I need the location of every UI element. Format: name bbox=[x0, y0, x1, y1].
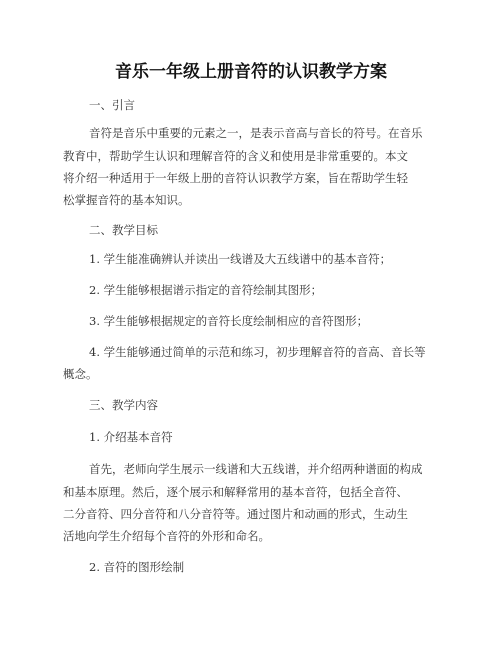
content-paragraph-line: 和基本原理。然后，逐个展示和解释常用的基本音符，包括全音符、 bbox=[63, 485, 408, 499]
goal-item: 4. 学生能够通过简单的示范和练习，初步理解音符的音高、音长等 bbox=[89, 345, 426, 359]
section-heading-goals: 二、教学目标 bbox=[89, 223, 158, 237]
content-paragraph-line: 首先，老师向学生展示一线谱和大五线谱，并介绍两种谱面的构成 bbox=[89, 462, 423, 476]
goal-item: 2. 学生能够根据谱示指定的音符绘制其图形； bbox=[89, 283, 323, 297]
intro-paragraph-line: 松掌握音符的基本知识。 bbox=[63, 193, 190, 207]
content-paragraph-line: 二分音符、四分音符和八分音符等。通过图片和动画的形式，生动生 bbox=[63, 507, 408, 521]
section-heading-content: 三、教学内容 bbox=[89, 398, 158, 412]
content-item-basic-notes: 1. 介绍基本音符 bbox=[89, 430, 173, 444]
goal-item: 3. 学生能够根据规定的音符长度绘制相应的音符图形； bbox=[89, 314, 369, 328]
section-heading-intro: 一、引言 bbox=[89, 98, 135, 112]
goal-item-continuation: 概念。 bbox=[63, 367, 98, 381]
intro-paragraph-line: 音符是音乐中重要的元素之一，是表示音高与音长的符号。在音乐 bbox=[89, 126, 423, 140]
intro-paragraph-line: 教育中，帮助学生认识和理解音符的含义和使用是非常重要的。本文 bbox=[63, 149, 408, 163]
goal-item: 1. 学生能准确辨认并读出一线谱及大五线谱中的基本音符； bbox=[89, 252, 392, 266]
intro-paragraph-line: 将介绍一种适用于一年级上册的音符认识教学方案，旨在帮助学生轻 bbox=[63, 171, 408, 185]
content-paragraph-line: 活地向学生介绍每个音符的外形和命名。 bbox=[63, 529, 270, 543]
document-title: 音乐一年级上册音符的认识教学方案 bbox=[115, 62, 387, 82]
content-item-note-drawing: 2. 音符的图形绘制 bbox=[89, 560, 185, 574]
